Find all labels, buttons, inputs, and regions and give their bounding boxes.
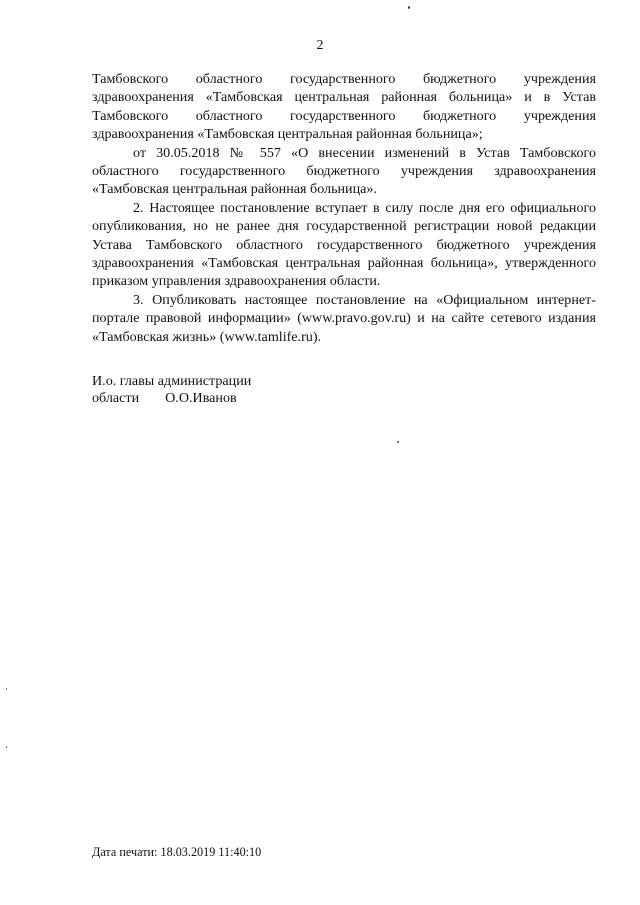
signatory-title-line1: И.о. главы администрации	[92, 373, 252, 389]
paragraph-item-3: 3. Опубликовать настоящее постановление на «Официальном интернет-портале правовой информации» (www.pravo.gov.ru) и на сайте сетевого издания «Тамбовская жизнь» (www.tamlife.ru).	[92, 291, 596, 345]
scan-speck	[408, 6, 410, 9]
paragraph-continuation: Тамбовского областного государственного бюджетного учреждения здравоохранения «Тамбовская центральная районная больница» и в Устав Тамбовского областного государственного бюджетного учреждения здравоохранения «Тамбовская центральная районная больница»;	[92, 71, 596, 143]
paragraph-item-2: 2. Настоящее постановление вступает в силу после дня его официального опубликования, но не ранее дня государственной регистрации новой редакции Устава Тамбовского областного государственного бюджетного учреждения здравоохранения «Тамбовская центральная районная больница», утвержденного приказом управления здравоохранения области.	[92, 199, 596, 290]
scan-speck	[6, 746, 7, 748]
print-date: Дата печати: 18.03.2019 11:40:10	[92, 845, 262, 859]
signature-block	[92, 373, 251, 407]
scan-speck	[6, 688, 7, 690]
scan-speck	[397, 441, 399, 443]
signatory-row	[92, 390, 251, 407]
page-number: 2	[316, 38, 324, 53]
document-body	[92, 70, 596, 346]
paragraph-amendment-reference: от 30.05.2018 № 557 «О внесении изменений в Устав Тамбовского областного государственного бюджетного учреждения здравоохранения «Тамбовская центральная районная больница».	[92, 144, 596, 198]
signatory-title-line2: области	[92, 390, 140, 406]
signatory-name: О.О.Иванов	[165, 390, 237, 406]
